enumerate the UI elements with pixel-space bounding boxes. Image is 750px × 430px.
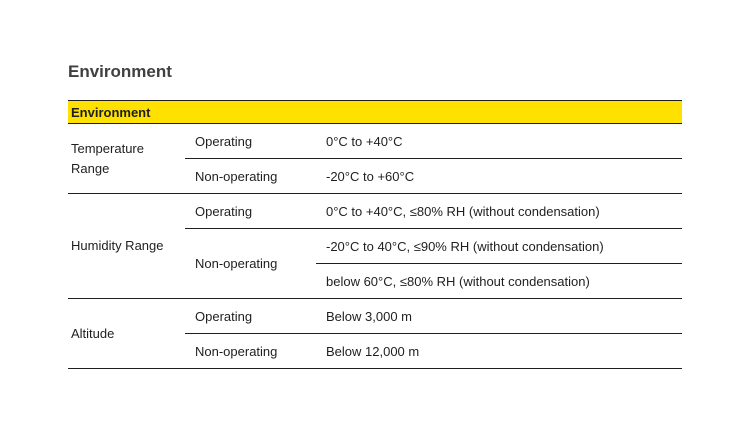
condition-cell: Operating	[185, 194, 316, 229]
table-row	[68, 124, 682, 159]
environment-spec-table	[68, 100, 682, 369]
value-cell: 0°C to +40°C	[316, 124, 682, 159]
table-row	[68, 299, 682, 334]
value-cell: Below 3,000 m	[316, 299, 682, 334]
table-header: Environment	[68, 101, 682, 124]
value-cell: 0°C to +40°C, ≤80% RH (without condensation)	[316, 194, 682, 229]
value-cell: below 60°C, ≤80% RH (without condensation)	[316, 264, 682, 299]
condition-cell: Operating	[185, 299, 316, 334]
value-cell: Below 12,000 m	[316, 334, 682, 369]
altitude-label: Altitude	[68, 299, 185, 369]
condition-cell: Non-operating	[185, 159, 316, 194]
value-cell: -20°C to 40°C, ≤90% RH (without condensation)	[316, 229, 682, 264]
condition-cell: Non-operating	[185, 229, 316, 299]
table-row	[68, 194, 682, 229]
section-title: Environment	[68, 62, 172, 81]
condition-cell: Non-operating	[185, 334, 316, 369]
value-cell: -20°C to +60°C	[316, 159, 682, 194]
humidity-range-label: Humidity Range	[68, 194, 185, 299]
condition-cell: Operating	[185, 124, 316, 159]
temperature-range-label: Temperature Range	[68, 124, 185, 194]
